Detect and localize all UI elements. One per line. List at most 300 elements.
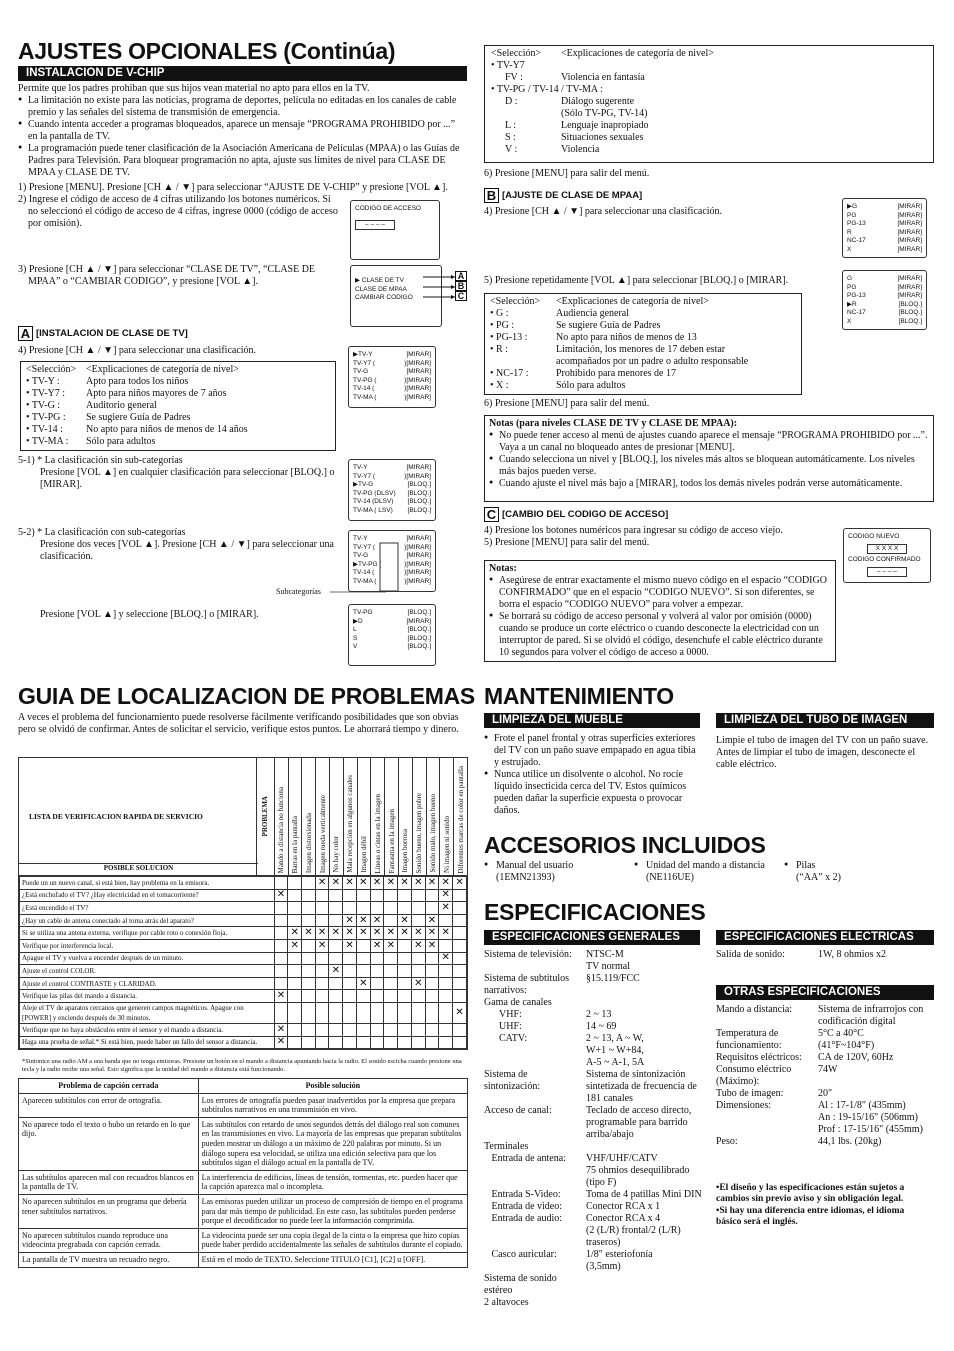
table-cell: Apto para niños mayores de 7 años	[86, 388, 227, 399]
checklist-mark	[453, 914, 467, 927]
screen-status: [MIRAR]	[406, 464, 431, 471]
column-header	[412, 758, 426, 875]
screen-row	[353, 618, 431, 627]
checklist-mark: ✕	[356, 927, 370, 940]
step-3: 3) Presione [CH ▲ / ▼] para seleccionar “CLASE DE TV”, “CLASE DE MPAA” o “CAMBIAR CODIGO”, y presione [VOL ▲].	[18, 264, 316, 287]
code-conf-value: – – – –	[867, 567, 907, 578]
checklist-mark	[274, 965, 288, 978]
checklist-mark: ✕	[439, 877, 453, 890]
column-header	[384, 758, 398, 875]
table-cell: Sólo para adultos	[86, 436, 156, 447]
a-51-text: Presione [VOL ▲] en cualquier clasificación para seleccionar [BLOQ.] o [MIRAR].	[40, 467, 335, 490]
checklist-mark	[329, 990, 343, 1003]
spec-ele-bar: ESPECIFICACIONES ELECTRICAS	[716, 930, 934, 945]
table-cell: Situaciones sexuales	[561, 132, 644, 143]
checklist-mark	[356, 889, 370, 902]
checklist-mark: ✕	[453, 877, 467, 890]
caption-cell: Las subtítulos aparecen mal con recuadros blancos en la pantalla de TV.	[19, 1170, 199, 1194]
spec-label: Sistema de televisión:	[484, 949, 572, 960]
checklist-mark	[384, 952, 398, 965]
notes-list	[489, 430, 929, 490]
screen-status: [MIRAR]	[897, 283, 922, 291]
table-row	[24, 388, 332, 400]
checklist-row	[20, 1023, 467, 1036]
note-item: ● No puede tener acceso al menú de ajustes cuando aparece el mensaje “PROGRAMA PROHIBIDO por ...”. Vaya a un canal no bloqueado antes de presionar [MENU].	[489, 430, 929, 454]
screen-row	[353, 626, 431, 635]
table-row	[489, 84, 929, 96]
checklist-mark: ✕	[398, 877, 412, 890]
checklist-question: Ajuste el control COLOR.	[20, 965, 275, 978]
screen-item: TV-MA (	[353, 577, 377, 585]
checklist-mark	[343, 1002, 357, 1023]
spec-label: Dimensiones:	[716, 1100, 771, 1111]
spec-row	[716, 1004, 934, 1028]
spec-row	[484, 949, 706, 973]
checklist-mark	[411, 1023, 425, 1036]
column-header	[329, 758, 343, 875]
checklist-mark	[356, 939, 370, 952]
screen-item: V	[353, 643, 358, 650]
checklist-mark	[439, 1036, 453, 1049]
screen-item: X	[847, 317, 852, 325]
spec-value: Sistema de infrarrojos con codificación digital	[818, 1004, 926, 1027]
table-cell: Auditorio general	[86, 400, 157, 411]
spec-value: CA de 120V, 60Hz	[818, 1052, 894, 1063]
b-step5: 5) Presione repetidamente [VOL ▲] para seleccionar [BLOQ.] o [MIRAR].	[484, 275, 789, 286]
checklist-mark	[370, 1002, 384, 1023]
screen-code-label: CODIGO DE ACCESO	[355, 205, 422, 212]
checklist-row	[20, 1002, 467, 1023]
spec-label: Entrada de video:	[484, 1201, 563, 1212]
screen-row	[847, 203, 922, 212]
spec-value: 1W, 8 ohmios x2	[818, 949, 886, 960]
checklist-mark	[288, 1002, 302, 1023]
a-51	[18, 455, 338, 491]
checklist-mark	[288, 977, 302, 990]
checklist-mark: ✕	[288, 939, 302, 952]
table-cell: • PG :	[490, 320, 515, 331]
table-row	[488, 332, 798, 344]
table-cell: • X :	[490, 380, 509, 391]
column-header-label: Diferentes marcas de color en pantalla	[456, 765, 465, 873]
accessory-name: Unidad del mando a distancia	[646, 860, 765, 871]
checklist-mark	[329, 902, 343, 915]
checklist-mark	[315, 1036, 329, 1049]
caption-cell: Las emisoras pueden utilizar un proceso de compresión de tiempo en el programa para dar más tiempo de publicidad. En este caso, las subtítulos pueden perderse porque el decodificador no puede leer la información comprimida.	[198, 1194, 467, 1228]
a-52-title: 5-2) * La clasificación con sub-categorías	[18, 527, 186, 538]
column-header	[301, 758, 315, 875]
checklist-question: Apague el TV y vuelva a encender después de un minuto.	[20, 952, 275, 965]
checklist-mark	[425, 1036, 439, 1049]
screen-item: G	[847, 275, 853, 282]
checklist-question: ¿Está enchufado el TV? ¿Hay electricidad en el tomacorriente?	[20, 889, 275, 902]
checklist-mark	[384, 990, 398, 1003]
mueble-list	[484, 733, 700, 817]
checklist-mark	[411, 914, 425, 927]
table-cell: Violencia	[561, 144, 600, 155]
table-head-cell: <Selección>	[491, 48, 542, 59]
checklist-mark	[329, 914, 343, 927]
checklist-mark	[302, 877, 316, 890]
checklist-mark	[398, 1023, 412, 1036]
guia-footnote: *Sintonice una radio AM a una banda que no tenga emisoras. Presione un botón en el mando a distancia apuntando hacia la radio. El sonido escicha cuando presione una tecla y la radio recibe una señal. Esto significa que la unidad del mando a distancia está funcionando.	[22, 1058, 462, 1073]
table-row	[489, 72, 929, 84]
table-cell	[489, 144, 503, 156]
table-cell: No apto para niños de menos de 13	[556, 332, 697, 343]
table-cell: Sólo para adultos	[556, 380, 626, 391]
spec-row	[484, 1189, 706, 1201]
checklist-row	[20, 939, 467, 952]
table-cell: • R :	[490, 344, 508, 355]
checklist-row	[20, 965, 467, 978]
table-cell: • TV-PG :	[26, 412, 66, 423]
checklist-mark	[302, 939, 316, 952]
table-cell	[489, 132, 503, 144]
checklist-mark	[302, 902, 316, 915]
checklist-mark	[356, 1002, 370, 1023]
spec-row	[716, 1064, 934, 1088]
spec-row	[484, 1033, 706, 1069]
spec-row	[716, 1136, 934, 1148]
checklist-question: Puede un un nuevo canal, si está bien, hay problema en la emisora.	[20, 877, 275, 890]
checklist-mark	[288, 914, 302, 927]
checklist-mark	[288, 877, 302, 890]
screen-status: [BLOQ.]	[407, 634, 431, 642]
accessory-item	[484, 860, 634, 884]
caption-head-cell: Posible solución	[198, 1079, 467, 1094]
table-row	[488, 368, 798, 380]
note-item: ● Cuando ajuste el nivel más bajo a [MIRAR], todos los demás niveles podrán verse automáticamente.	[489, 478, 929, 490]
checklist-mark	[302, 977, 316, 990]
spec-value: 74W	[818, 1064, 838, 1075]
screen-status: )[MIRAR]	[404, 569, 431, 576]
spec-value: Sistema de sintonización sintetizada de frecuencia de 181 canales	[586, 1069, 700, 1104]
checklist-mark	[439, 914, 453, 927]
column-header	[439, 758, 453, 875]
checklist-mark	[356, 902, 370, 915]
screen-item: ▶TV-G	[353, 481, 374, 488]
spec-row	[484, 1153, 706, 1189]
screen-item: ▶TV-PG (	[353, 560, 382, 568]
table-cell: • TV-Y7 :	[26, 388, 66, 399]
screen-tv-4	[348, 604, 436, 666]
column-header	[288, 758, 302, 875]
checklist-mark	[302, 1002, 316, 1023]
checklist-mark	[439, 977, 453, 990]
spec-value: 14 ~ 69	[586, 1021, 617, 1032]
caption-table	[18, 1078, 468, 1268]
checklist-row	[20, 877, 467, 890]
spec-value: Toma de 4 patillas Mini DIN	[586, 1189, 702, 1200]
vchip-bullets	[18, 95, 467, 179]
checklist-question: ¿Está encendido el TV?	[20, 902, 275, 915]
checklist-row	[20, 952, 467, 965]
checklist-mark	[398, 939, 412, 952]
checklist-mark: ✕	[384, 939, 398, 952]
screen-item: PG-13	[847, 292, 866, 299]
screen-item: L	[353, 626, 357, 633]
checklist-mark: ✕	[453, 1002, 467, 1023]
table-row	[489, 132, 929, 144]
screen-status: [MIRAR]	[406, 351, 431, 358]
table-cell	[489, 108, 503, 120]
vchip-bullet: ● La programación puede tener clasificación de la Asociación Americana de Películas (MPAA) o las Guías de Padres para Televisión. Para bloquear programación no apta, ajuste sus límites de nivel para CLASE DE MPAA y CLASE DE TV.	[18, 143, 467, 179]
checklist-mark	[439, 1002, 453, 1023]
notes-title: Notas (para niveles CLASE DE TV y CLASE DE MPAA):	[489, 418, 738, 429]
spec-ele-table	[716, 949, 934, 961]
b-title: [AJUSTE DE CLASE DE MPAA]	[502, 189, 643, 201]
checklist	[18, 757, 468, 1050]
checklist-mark	[398, 902, 412, 915]
checklist-mark	[274, 877, 288, 890]
note2-item: ● Asegúrese de entrar exactamente el mismo nuevo código en el espacio “CODIGO CONFIRMADO” que en el espacio “CODIGO NUEVO”. Si son diferentes, se borra el espacio “CODIGO NUEVO” para volver a empezar.	[489, 575, 831, 611]
checklist-mark	[384, 965, 398, 978]
spec-row	[716, 1028, 934, 1052]
letter-tag: B	[455, 281, 467, 291]
table-cell: Se sugiere Guía de Padres	[556, 320, 661, 331]
checklist-mark	[398, 889, 412, 902]
checklist-row	[20, 977, 467, 990]
checklist-mark	[384, 1036, 398, 1049]
screen-status: [MIRAR]	[897, 220, 922, 227]
subcat-table	[489, 48, 929, 156]
checklist-mark	[343, 977, 357, 990]
tv-table	[24, 364, 332, 448]
table-cell: Prohibido para menores de 17	[556, 368, 676, 379]
checklist-question: Si se utiliza una antena externa, verifique por cable roto o conexión floja.	[20, 927, 275, 940]
code-new-value: X X X X	[867, 544, 907, 555]
spec-label: VHF:	[484, 1009, 522, 1020]
caption-row	[19, 1194, 468, 1228]
checklist-mark	[343, 1036, 357, 1049]
screen-item: TV-14 (	[353, 569, 375, 576]
screen-item: TV-Y7 (	[353, 472, 376, 480]
screen-item: TV-Y7 (	[353, 543, 376, 551]
checklist-mark: ✕	[274, 990, 288, 1003]
spec-title: ESPECIFICACIONES	[484, 899, 706, 925]
accessory-code: (“AA” x 2)	[796, 872, 841, 883]
checklist-mark	[453, 927, 467, 940]
checklist-mark	[343, 889, 357, 902]
screen-row	[847, 246, 922, 255]
table-head-cell: <Explicaciones de categoría de nivel>	[86, 364, 239, 375]
guia-title: GUIA DE LOCALIZACION DE PROBLEMAS	[18, 683, 475, 709]
checklist-question: Aleje el TV de aparatos cercanos que generen campos magnéticos. Apague con [POWER] y enciendo después de 30 minutos.	[20, 1002, 275, 1023]
checklist-mark	[384, 1023, 398, 1036]
checklist-mark	[356, 1036, 370, 1049]
checklist-mark: ✕	[411, 939, 425, 952]
screen-row	[847, 212, 922, 221]
checklist-mark	[370, 1036, 384, 1049]
checklist-mark	[370, 1023, 384, 1036]
table-row	[488, 356, 798, 368]
spec-label: Entrada de audio:	[484, 1213, 563, 1224]
checklist-mark	[343, 902, 357, 915]
checklist-mark	[329, 977, 343, 990]
checklist-mark: ✕	[425, 927, 439, 940]
checklist-mark	[370, 990, 384, 1003]
spec-row	[484, 997, 706, 1009]
checklist-mark	[398, 965, 412, 978]
screen-tv-2	[348, 459, 436, 521]
checklist-mark	[370, 902, 384, 915]
checklist-mark: ✕	[329, 927, 343, 940]
screen-item: TV-G	[353, 552, 369, 559]
spec-row	[716, 949, 934, 961]
caption-cell: No aparecen subtítulos cuando reproduce una videocinta pregrabada con capción cerrada.	[19, 1228, 199, 1252]
checklist-header	[19, 758, 256, 875]
table-cell: • NC-17 :	[490, 368, 529, 379]
caption-row	[19, 1117, 468, 1170]
checklist-mark	[288, 889, 302, 902]
caption-cell: La videocinta puede ser una copia ilegal de la cinta o la empresa que hizo copias puede haber perdido accidentalmente las señales de subtítulos durante el copiado.	[198, 1228, 467, 1252]
screen-item: PG-13	[847, 220, 866, 227]
screen-item: ▶G	[847, 203, 858, 210]
table-cell	[503, 108, 559, 120]
screen-row	[353, 473, 431, 482]
column-header-label: Líneas o cintas en la imagen	[373, 793, 382, 873]
checklist-mark: ✕	[343, 927, 357, 940]
checklist-mark	[288, 990, 302, 1003]
screen-status: [MIRAR]	[406, 368, 431, 375]
screen-item: PG	[847, 211, 857, 219]
spec-row	[484, 973, 706, 997]
accessory-code: (1EMN21393)	[496, 872, 555, 883]
column-header	[453, 758, 467, 875]
checklist-mark	[370, 965, 384, 978]
caption-row	[19, 1093, 468, 1117]
tubo-text: Limpie el tubo de imagen del TV con un paño suave. Antes de limpiar el tubo de imagen, desconecte el cable eléctrico.	[716, 735, 929, 770]
letter-b: B	[484, 188, 499, 203]
screen-item: TV-14 (DLSV)	[353, 498, 394, 505]
table-row	[488, 308, 798, 320]
spec-row	[716, 1052, 934, 1064]
vchip-bullet: ● Cuando intenta acceder a programas bloqueados, aparece un mensaje “PROGRAMA PROHIBIDO por ...” en la pantalla de TV.	[18, 119, 467, 143]
screen-mpaa-2	[842, 270, 927, 330]
checklist-mark: ✕	[425, 877, 439, 890]
checklist-mark	[288, 952, 302, 965]
checklist-mark	[453, 952, 467, 965]
r-step6: 6) Presione [MENU] para salir del menú.	[484, 168, 650, 179]
checklist-mark: ✕	[370, 877, 384, 890]
checklist-mark	[329, 1023, 343, 1036]
screen-row	[353, 464, 431, 473]
checklist-mark	[384, 914, 398, 927]
screen-mpaa-1	[842, 198, 927, 258]
screen-status: [MIRAR]	[897, 237, 922, 244]
checklist-mark	[343, 1023, 357, 1036]
checklist-mark	[411, 889, 425, 902]
problema-col	[256, 758, 274, 875]
table-row	[24, 376, 332, 388]
table-cell	[488, 356, 554, 368]
table-cell	[489, 72, 503, 84]
screen-item: ▶TV-Y	[353, 351, 373, 358]
checklist-mark	[343, 952, 357, 965]
checklist-mark: ✕	[288, 927, 302, 940]
screen-status: [MIRAR]	[406, 617, 431, 625]
screen-status: [BLOQ.]	[407, 481, 431, 488]
screen-item: TV-G	[353, 368, 369, 375]
screen-status: [BLOQ.]	[407, 609, 431, 616]
column-header	[370, 758, 384, 875]
checklist-row	[20, 1036, 467, 1049]
caption-head-row	[19, 1079, 468, 1094]
table-head-row	[489, 48, 929, 60]
table-cell	[489, 96, 503, 108]
accessory-bullet: ●	[484, 860, 489, 868]
checklist-mark	[411, 902, 425, 915]
column-header-label: Sonido malo, imagen bueno	[429, 794, 437, 873]
checklist-mark: ✕	[315, 927, 329, 940]
spec-value: Al : 17-1/8" (435mm) An : 19-15/16" (506mm) Prof : 17-15/16" (455mm)	[818, 1100, 923, 1135]
checklist-mark: ✕	[439, 952, 453, 965]
tv-rating-table	[20, 361, 336, 451]
spec-label: Acceso de canal:	[484, 1105, 552, 1116]
accessory-code: (NE116UE)	[646, 872, 694, 883]
column-header	[357, 758, 371, 875]
checklist-mark: ✕	[370, 914, 384, 927]
accessories-list	[484, 860, 934, 884]
checklist-mark	[288, 965, 302, 978]
spec-label: Mando a distancia:	[716, 1004, 793, 1015]
checklist-mark: ✕	[411, 977, 425, 990]
spec-value	[586, 997, 706, 1009]
table-cell: Violencia en fantasía	[561, 72, 645, 83]
spec-label: Consumo eléctrico (Máximo):	[716, 1064, 794, 1087]
checklist-mark	[302, 889, 316, 902]
checklist-mark: ✕	[439, 927, 453, 940]
screen-status: )[MIRAR]	[404, 577, 431, 585]
screen-code-change	[843, 528, 931, 583]
spec-row	[484, 1213, 706, 1249]
screen-status: [BLOQ.]	[407, 626, 431, 633]
caption-cell: La pantalla de TV muestra un recuadro negro.	[19, 1252, 199, 1267]
caption-cell: Las subtítulos con retardo de unos segundos detrás del diálogo real son comunes en las transmisiones en vivo. La mayoría de las empresas que preparan subtítulos pueden mostrar un diálogo a un máximo de 220 palabras por minuto. Si un diálogo supera esa velocidad, se utiliza una edición selectiva para que los subtítulos sigan el diálogo actual en la pantalla de TV.	[198, 1117, 467, 1170]
checklist-row	[20, 990, 467, 1003]
checklist-mark	[398, 990, 412, 1003]
table-cell: • TV-Y :	[26, 376, 60, 387]
checklist-mark	[425, 1002, 439, 1023]
screen-item: S	[353, 634, 358, 642]
checklist-mark: ✕	[274, 1036, 288, 1049]
checklist-mark	[425, 952, 439, 965]
screen-item: PG	[847, 283, 857, 291]
column-header-label: No hay color	[332, 836, 341, 873]
c-title: [CAMBIO DEL CODIGO DE ACCESO]	[502, 508, 669, 520]
notes-box	[484, 415, 934, 502]
screen-row	[353, 609, 431, 618]
checklist-mark	[384, 902, 398, 915]
table-cell: • PG-13 :	[490, 332, 528, 343]
checklist-mark	[370, 889, 384, 902]
spec-row	[716, 1100, 934, 1136]
checklist-mark	[302, 1023, 316, 1036]
checklist-mark	[453, 1036, 467, 1049]
table-cell: • TV-14 :	[26, 424, 63, 435]
spec-value: Teclado de acceso directo, programable para barrido arriba/abajo	[586, 1105, 694, 1140]
spec-value	[586, 1273, 706, 1309]
screen-item: TV-Y	[353, 535, 368, 542]
letter-c: C	[484, 507, 499, 522]
checklist-mark	[398, 952, 412, 965]
checklist-row	[20, 889, 467, 902]
checklist-mark: ✕	[370, 927, 384, 940]
checklist-question: Verifique las pilas del mando a distancia.	[20, 990, 275, 1003]
checklist-mark	[274, 952, 288, 965]
spec-gen-bar: ESPECIFICACIONES GENERALES	[484, 930, 700, 945]
checklist-mark	[425, 889, 439, 902]
